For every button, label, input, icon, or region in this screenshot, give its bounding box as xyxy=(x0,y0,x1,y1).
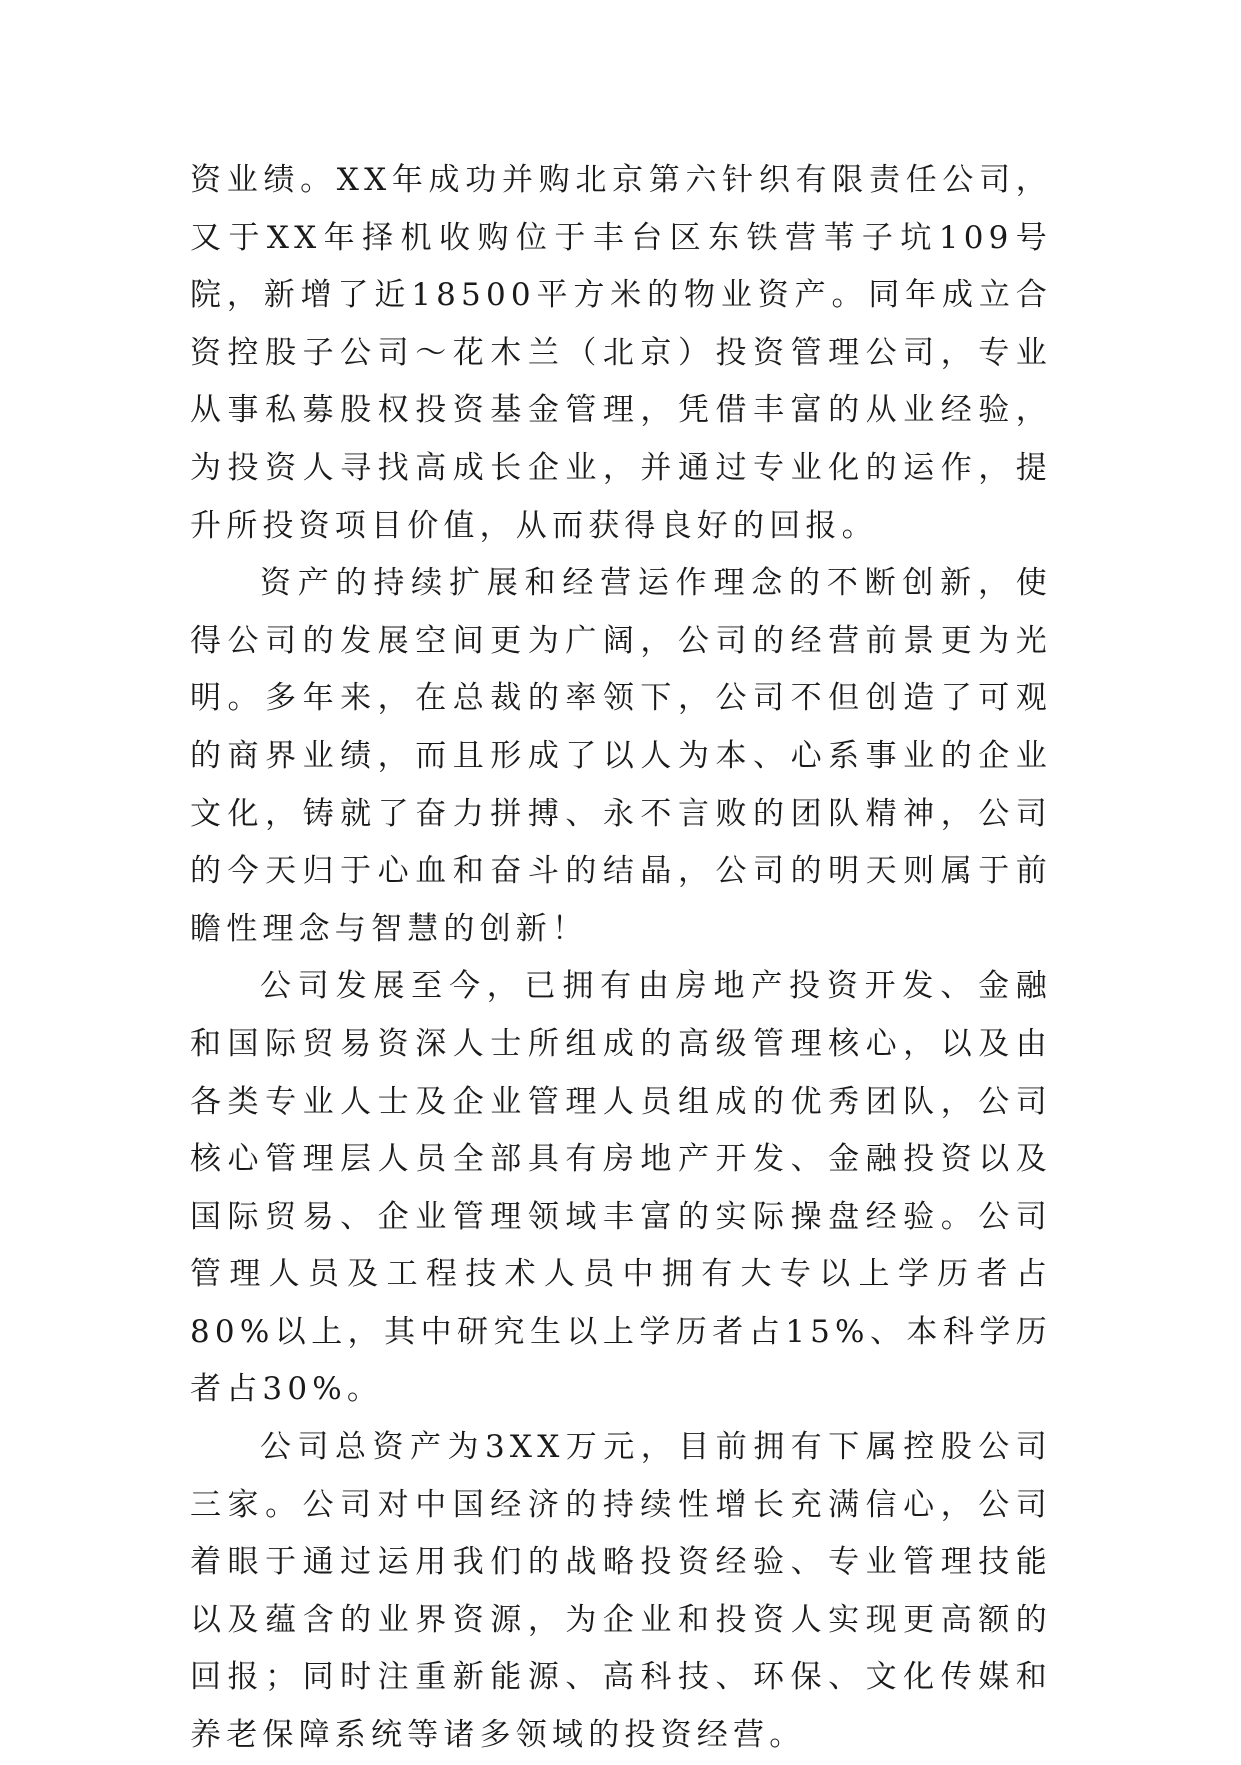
paragraph-4: 公司总资产为3XX万元，目前拥有下属控股公司三家。公司对中国经济的持续性增长充满信心，公司着眼于通过运用我们的战略投资经验、专业管理技能以及蕴含的业界资源，为企业和投资人实现更高额的回报；同时注重新能源、高科技、环保、文化传媒和养老保障系统等诸多领域的投资经营。 xyxy=(190,1429,1052,1754)
document-body xyxy=(190,152,1052,1765)
paragraph-3: 公司发展至今，已拥有由房地产投资开发、金融和国际贸易资深人士所组成的高级管理核心，以及由各类专业人士及企业管理人员组成的优秀团队，公司核心管理层人员全部具有房地产开发、金融投资以及国际贸易、企业管理领域丰富的实际操盘经验。公司管理人员及工程技术人员中拥有大专以上学历者占80%以上，其中研究生以上学历者占15%、本科学历者占30%。 xyxy=(190,968,1052,1408)
paragraph-1: 资业绩。XX年成功并购北京第六针织有限责任公司，又于XX年择机收购位于丰台区东铁营苇子坑109号院，新增了近18500平方米的物业资产。同年成立合资控股子公司～花木兰（北京）投资管理公司，专业从事私募股权投资基金管理，凭借丰富的从业经验，为投资人寻找高成长企业，并通过专业化的运作，提升所投资项目价值，从而获得良好的回报。 xyxy=(190,162,1052,544)
paragraph-2: 资产的持续扩展和经营运作理念的不断创新，使得公司的发展空间更为广阔，公司的经营前景更为光明。多年来，在总裁的率领下，公司不但创造了可观的商界业绩，而且形成了以人为本、心系事业的企业文化，铸就了奋力拼搏、永不言败的团队精神，公司的今天归于心血和奋斗的结晶，公司的明天则属于前瞻性理念与智慧的创新！ xyxy=(190,565,1052,947)
